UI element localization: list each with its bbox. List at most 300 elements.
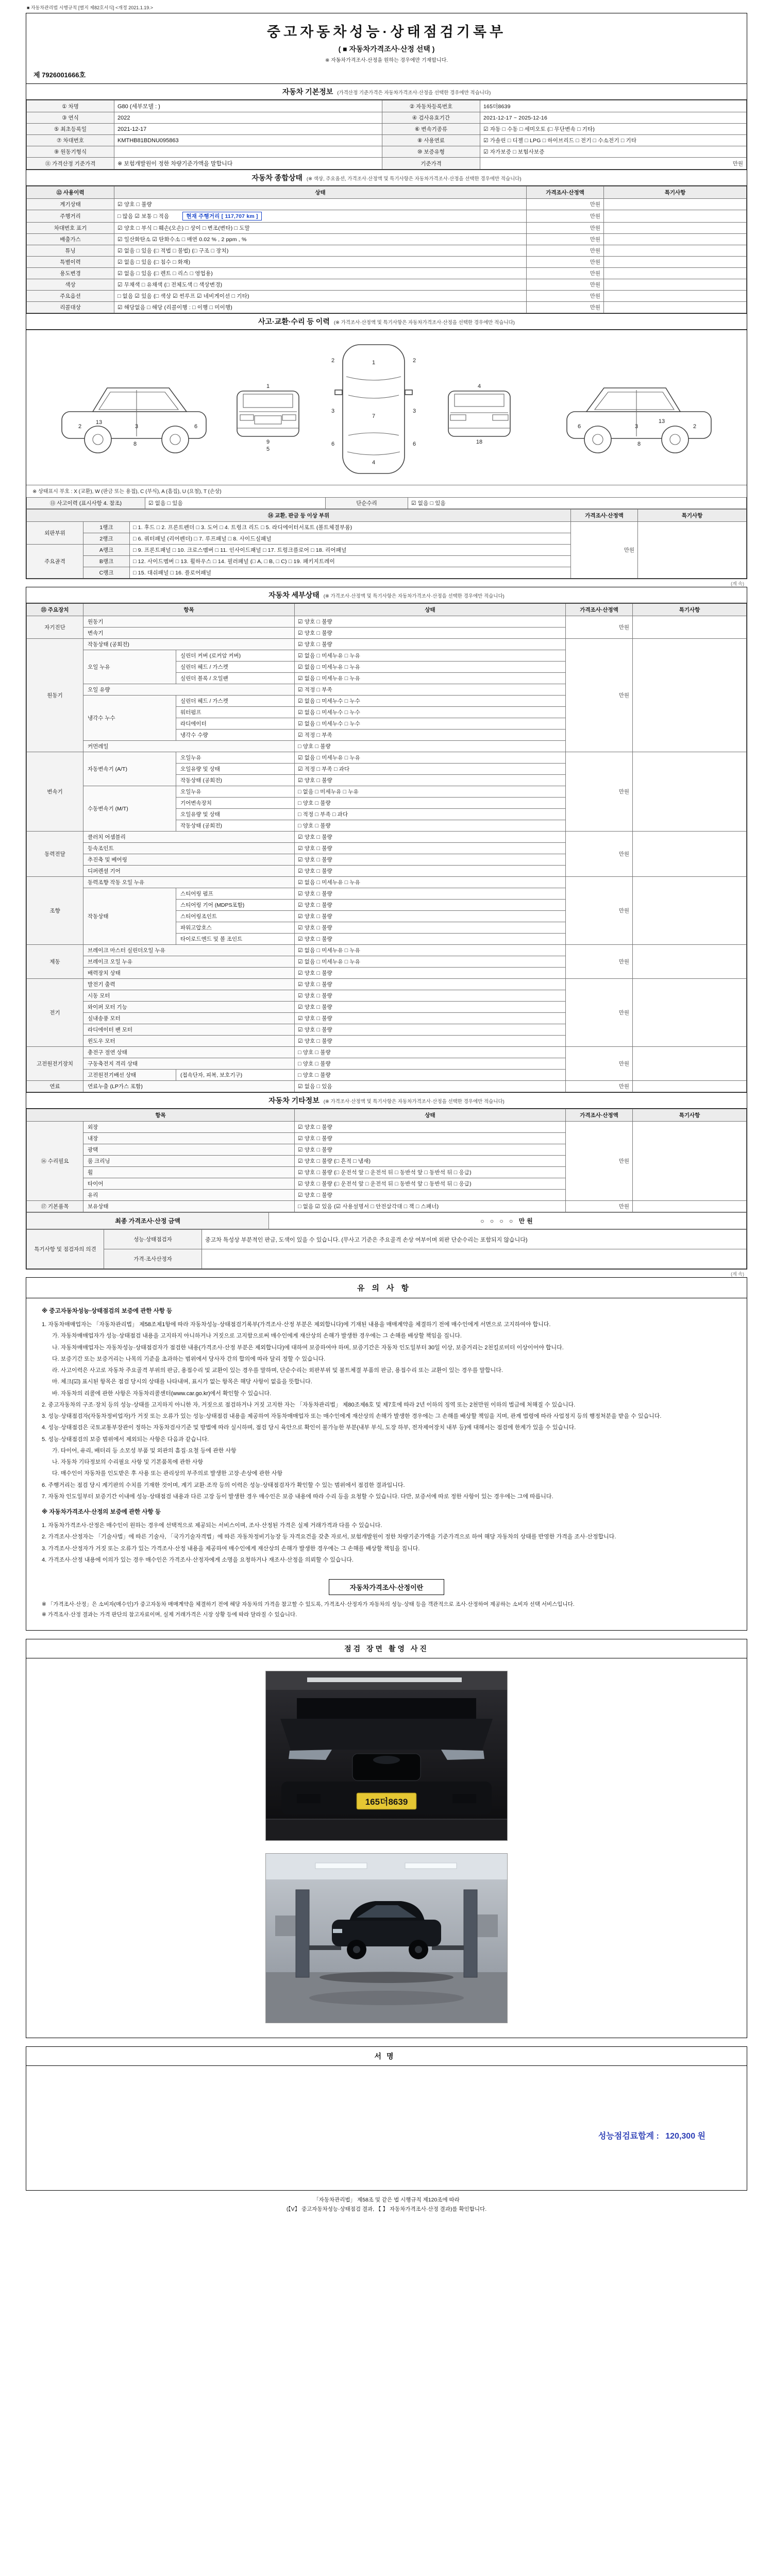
notice-title: 유의사항 [26, 1278, 747, 1298]
detail-note [633, 616, 747, 639]
notice-line: 4. 성능·상태점검은 국토교통부장관이 정하는 자동차검사기준 및 방법에 따라 실시하며, 점검 당시 육안으로 확인이 불가능한 부분(내부 부식, 도장 하부, 전자제어장치 내부 등)에 대해서는 점검에 한계가 있을 수 있습니다. [42, 1425, 576, 1431]
fog-lamp-right [452, 1794, 476, 1803]
final-price-value: ○ ○ ○ ○ 만원 [269, 1213, 747, 1229]
overall-row [27, 234, 747, 245]
overall-col-price: 가격조사·산정액 [527, 187, 604, 199]
section-basic-info [26, 83, 747, 100]
detail-state: ☑ 양호 □ 불량 [295, 843, 566, 854]
detail-row [27, 639, 747, 650]
detail-row [27, 945, 747, 956]
accident-history-label: ⑬ 사고이력 (표시사항 4. 참조) [27, 498, 145, 509]
basic-field-value: G80 (세부모델 : ) [114, 100, 382, 112]
detail-state: ☑ 적정 □ 부족 [295, 730, 566, 741]
detail-state: ☑ 양호 □ 불량 [295, 616, 566, 628]
opinion-row [27, 1249, 747, 1269]
detail-state: ☑ 양호 □ 불량 [295, 888, 566, 900]
notice-line: 2. 중고자동차의 구조·장치 등의 성능·상태를 고지하지 아니한 자, 거짓으로 점검하거나 거짓 고지한 자는 「자동차관리법」 제80조제6호 및 제7호에 따라 2년 이하의 징역 또는 2천만원 이하의 벌금에 처해질 수 있습니다. [42, 1401, 576, 1408]
etc-table-body [27, 1122, 747, 1212]
opinion-table-body [27, 1230, 747, 1269]
simple-repair-state: ☑ 없음 □ 있음 [408, 498, 747, 509]
etc-col-state: 상태 [295, 1109, 566, 1122]
detail-state: ☑ 없음 □ 미세누유 □ 누유 [295, 877, 566, 888]
etc-col-note: 특기사항 [633, 1109, 747, 1122]
etc-item: 광택 [83, 1144, 295, 1156]
detail-row [27, 877, 747, 888]
basic-field-value [114, 146, 382, 158]
etc-row [27, 1122, 747, 1133]
signature-title: 서명 [26, 2047, 747, 2066]
usage-item-price: 만원 [527, 199, 604, 210]
detail-state: ☑ 없음 □ 미세누수 □ 누수 [295, 718, 566, 730]
panel-number-label: 3 [412, 408, 416, 414]
panel-number-label: 6 [331, 441, 335, 447]
notice-line: 3. 성능·상태점검자(자동차정비업자)가 거짓 또는 오류가 있는 성능·상태점검 내용을 제공하여 자동차매매업자 또는 매수인에게 재산상의 손해가 발생한 경우에는 그 손해를 배상할 책임을 지며, 관계 법령에 따라 사업정지 등의 행정처분을 받을 수 있습니다. [42, 1413, 662, 1420]
floor-stain [309, 1991, 464, 2005]
car-windshield [297, 1698, 476, 1719]
detail-item: 라디에이터 팬 모터 [83, 1024, 295, 1036]
detail-state: ☑ 양호 □ 불량 [295, 628, 566, 639]
panel-number-label: 9 [266, 439, 270, 445]
continue-mark: (계 속) [731, 581, 744, 586]
detail-item: 구동축전지 격리 상태 [83, 1058, 295, 1070]
section-detail-state [26, 587, 747, 603]
opinion-author: 가격·조사산정자 [104, 1249, 202, 1269]
detail-item: 동력조향 작동 오일 누유 [83, 877, 295, 888]
basic-field-label: ⑤ 최초등록일 [27, 124, 114, 135]
usage-item-label: 계기상태 [27, 199, 114, 210]
overall-row [27, 223, 747, 234]
opinion-group-label: 특기사항 및 점검자의 의견 [27, 1230, 104, 1269]
notice-line: 6. 주행거리는 점검 당시 계기판의 수치를 기재한 것이며, 계기 교환·조작 등의 이력은 성능·상태점검자가 확인할 수 있는 범위에서 점검한 결과입니다. [42, 1482, 405, 1488]
notice-line: 바. 자동차의 리콜에 관한 사항은 자동차리콜센터(www.car.go.kr)에서 확인할 수 있습니다. [52, 1390, 272, 1397]
pricing-info-line: ※ 「가격조사·산정」은 소비자(매수인)가 중고자동차 매매계약을 체결하기 전에 해당 자동차의 가격을 참고할 수 있도록, 가격조사·산정자가 자동차의 성능·상태 등을 객관적으로 조사·산정하여 제공하는 소비자 선택 서비스입니다. [42, 1601, 575, 1608]
detail-row [27, 832, 747, 843]
detail-item: 브레이크 오일 누유 [83, 956, 295, 968]
detail-item: 충전구 절연 상태 [83, 1047, 295, 1058]
opinion-row [27, 1230, 747, 1249]
usage-item-state: ☑ 무채색 □ 유채색 (□ 전체도색 □ 색상변경) [114, 279, 527, 291]
usage-item-note [604, 199, 747, 210]
detail-state: ☑ 양호 □ 불량 [295, 968, 566, 979]
detail-price: 만원 [566, 616, 633, 639]
rank-label: B랭크 [83, 556, 130, 567]
detail-subitem: 스티어링 기어 (MDPS포함) [176, 900, 295, 911]
final-price-row [27, 1213, 747, 1229]
exchange-rank-table [26, 509, 747, 579]
basic-info-table [26, 100, 747, 170]
detail-note [633, 832, 747, 877]
detail-subitem: 오일유량 및 상태 [176, 809, 295, 820]
basic-items-item: 보유상태 [83, 1201, 295, 1212]
basic-field-label: ⑦ 차대번호 [27, 135, 114, 146]
rank-row [27, 522, 747, 533]
overall-row [27, 279, 747, 291]
detail-state: □ 양호 □ 불량 [295, 820, 566, 832]
overall-state-table [26, 186, 747, 313]
basic-info-body [27, 100, 747, 170]
detail-state: ☑ 양호 □ 불량 [295, 832, 566, 843]
basic-info-row [27, 112, 747, 124]
etc-item: 유리 [83, 1190, 295, 1201]
basic-field-label: 기준가격 [382, 158, 480, 170]
headlight-right [441, 1750, 484, 1760]
basic-field-label: ② 자동차등록번호 [382, 100, 480, 112]
usage-item-note [604, 268, 747, 279]
panel-number-label: 2 [331, 358, 335, 364]
detail-subitem: 오일누유 [176, 786, 295, 798]
detail-subitem: 파워고압호스 [176, 922, 295, 934]
detail-state: ☑ 양호 □ 불량 [295, 922, 566, 934]
rank-col-price: 가격조사·산정액 [571, 510, 638, 522]
detail-state: ☑ 없음 □ 있음 [295, 1081, 566, 1092]
car-hood [280, 1719, 493, 1750]
accident-history-table [26, 497, 747, 509]
basic-info-row [27, 146, 747, 158]
detail-item: 등속조인트 [83, 843, 295, 854]
usage-item-price: 만원 [527, 268, 604, 279]
rank-col-note: 특기사항 [638, 510, 747, 522]
basic-field-value: ☑ 가솔린 □ 디젤 □ LPG □ 하이브리드 □ 전기 □ 수소전기 □ 기타 [480, 135, 747, 146]
detail-state: ☑ 양호 □ 불량 [295, 911, 566, 922]
notice-line: 2. 가격조사·산정자는 「기술사법」에 따른 기술사, 「국가기술자격법」에 따른 자동차정비기능장 등 자격요건을 갖춘 자로서, 보험개발원이 정한 차량기준가액을 기준가격으로 하여 해당 자동차의 상태를 반영한 가격을 조사·산정합니다. [42, 1534, 616, 1540]
basic-section-title: 자동차 기본정보 [282, 88, 333, 96]
usage-item-state: ☑ 일산화탄소 ☑ 탄화수소 □ 매연 0.02 % , 2 ppm , % [114, 234, 527, 245]
basic-items-label: ⑰ 기본품목 [27, 1201, 83, 1212]
accident-history-row [27, 498, 747, 509]
detail-item: 오일 누유 [83, 650, 176, 684]
basic-info-row [27, 124, 747, 135]
etc-col-item: 항목 [27, 1109, 295, 1122]
rank-label: A랭크 [83, 545, 130, 556]
usage-item-note [604, 223, 747, 234]
detail-item: 오일 유량 [83, 684, 295, 696]
detail-note [633, 1047, 747, 1081]
usage-item-state: □ 많음 ☑ 보통 □ 적음 현재 주행거리 [ 117,707 km ] [114, 210, 527, 223]
etc-item: 휠 [83, 1167, 295, 1178]
detail-subitem: 작동상태 (공회전) [176, 775, 295, 786]
detail-subitem: 실린더 헤드 / 가스켓 [176, 696, 295, 707]
inspection-photo-lift [265, 1853, 508, 2023]
etc-header-row [27, 1109, 747, 1122]
usage-item-price: 만원 [527, 223, 604, 234]
damage-code-legend: ※ 상태표시 부호 : X (교환), W (판금 또는 용접), C (부식), A (흠집), U (요철), T (손상) [26, 485, 747, 497]
panel-number-label: 3 [135, 423, 139, 430]
basic-info-row [27, 135, 747, 146]
notice-line: 나. 자동차매매업자는 자동차성능·상태점검자가 점검한 내용(가격조사·산정 부분은 제외합니다)에 대하여 보증하여야 하며, 보증기간은 자동차 인도일부터 30일 이상, 보증거리는 2천킬로미터 이상이어야 합니다. [52, 1344, 564, 1351]
lift-arm-right [432, 1945, 464, 1950]
panel-number-label: 2 [78, 423, 82, 430]
workshop-ceiling [266, 1854, 507, 1879]
usage-item-state: ☑ 양호 □ 불량 [114, 199, 527, 210]
detail-note [633, 877, 747, 945]
fee-label: 성능점검료합계 : [598, 2131, 659, 2141]
device-name: 자기진단 [27, 616, 83, 639]
usage-item-state: □ 없음 ☑ 있음 (□ 색상 ☑ 썬루프 ☑ 네비게이션 □ 기타) [114, 291, 527, 302]
panel-number-label: 7 [372, 413, 376, 419]
usage-item-price: 만원 [527, 279, 604, 291]
overall-row [27, 257, 747, 268]
overall-col-usage: ⑫ 사용이력 [27, 187, 114, 199]
etc-state: ☑ 양호 □ 불량 (□ 흔적 □ 냄새) [295, 1156, 566, 1167]
ceiling-light-2 [405, 1863, 457, 1869]
detail-subitem: 냉각수 수량 [176, 730, 295, 741]
detail-subitem: 실린더 헤드 / 가스켓 [176, 662, 295, 673]
basic-info-row [27, 100, 747, 112]
basic-field-label: ⑥ 변속기종류 [382, 124, 480, 135]
detail-item: 자동변속기 (A/T) [83, 752, 176, 786]
basic-field-value: 2021-12-17 [114, 124, 382, 135]
overall-col-note: 특기사항 [604, 187, 747, 199]
usage-item-note [604, 234, 747, 245]
notice-line: 3. 가격조사·산정자가 거짓 또는 오류가 있는 가격조사·산정 내용을 제공하여 매수인에게 재산상의 손해가 발생한 경우에는 그 손해를 배상할 책임을 집니다. [42, 1545, 420, 1552]
basic-field-label: ① 차명 [27, 100, 114, 112]
panel-number-label: 18 [476, 439, 483, 445]
detail-col-price: 가격조사·산정액 [566, 604, 633, 616]
panel-group-label: 주요골격 [27, 545, 83, 579]
fog-lamp-left [297, 1794, 321, 1803]
usage-item-label: 특별이력 [27, 257, 114, 268]
overall-row [27, 268, 747, 279]
basic-field-value: ※ 보험개발원이 정한 차량기준가액을 말합니다 [114, 158, 382, 170]
section-accident-history [26, 313, 747, 330]
usage-item-state: ☑ 없음 □ 있음 (□ 적법 □ 불법) (□ 구조 □ 장치) [114, 245, 527, 257]
device-name: 동력전달 [27, 832, 83, 877]
detail-note [633, 752, 747, 832]
detail-state: ☑ 없음 □ 미세누유 □ 누유 [295, 752, 566, 764]
etc-item: 외장 [83, 1122, 295, 1133]
detail-item: 변속기 [83, 628, 295, 639]
panel-number-label: 8 [133, 441, 137, 447]
detail-subitem: 워터펌프 [176, 707, 295, 718]
detail-subitem: 타이로드엔드 및 볼 조인트 [176, 934, 295, 945]
rank-label: C랭크 [83, 567, 130, 579]
detail-state: ☑ 양호 □ 불량 [295, 775, 566, 786]
detail-section-box [26, 587, 747, 1269]
detail-section-title: 자동차 세부상태 [268, 591, 320, 599]
panel-number-label: 8 [637, 441, 641, 447]
detail-item: 실내송풍 모터 [83, 1013, 295, 1024]
overall-row [27, 199, 747, 210]
lift-post-right [464, 1890, 477, 1977]
usage-item-price: 만원 [527, 245, 604, 257]
basic-field-value: ☑ 자가보증 □ 보험사보증 [480, 146, 747, 158]
document-header [26, 13, 747, 67]
etc-state: ☑ 양호 □ 불량 [295, 1190, 566, 1201]
etc-state: ☑ 양호 □ 불량 (□ 운전석 앞 □ 운전석 뒤 □ 동반석 앞 □ 동반석 뒤 □ 응급) [295, 1167, 566, 1178]
detail-row [27, 979, 747, 990]
etc-col-price: 가격조사·산정액 [566, 1109, 633, 1122]
pricing-info-box [42, 1579, 731, 1620]
detail-item: 수동변속기 (M/T) [83, 786, 176, 832]
basic-field-label: ⑪ 가격산정 기준가격 [27, 158, 114, 170]
usage-item-state: ☑ 양호 □ 부식 □ 훼손(오손) □ 상이 □ 변조(변타) □ 도말 [114, 223, 527, 234]
accident-history-state: ☑ 없음 □ 있음 [145, 498, 326, 509]
detail-row [27, 1047, 747, 1058]
panel-number-label: 13 [658, 418, 665, 425]
detail-item: 시동 모터 [83, 990, 295, 1002]
footer-legal [26, 2196, 747, 2214]
detail-subitem: 라디에이터 [176, 718, 295, 730]
panel-number-label: 6 [412, 441, 416, 447]
etc-state: ☑ 양호 □ 불량 [295, 1122, 566, 1133]
device-name: 제동 [27, 945, 83, 979]
detail-state: □ 양호 □ 불량 [295, 1058, 566, 1070]
usage-item-note [604, 210, 747, 223]
opinion-table [26, 1229, 747, 1269]
mileage-value: 현재 주행거리 [ 117,707 km ] [182, 212, 261, 221]
detail-subitem: 실린더 커버 (로커암 커버) [176, 650, 295, 662]
detail-item: 윈도우 모터 [83, 1036, 295, 1047]
rank-header-row [27, 510, 747, 522]
usage-item-label: 튜닝 [27, 245, 114, 257]
usage-item-note [604, 302, 747, 313]
detail-note [633, 639, 747, 752]
usage-item-price: 만원 [527, 210, 604, 223]
etc-item: 타이어 [83, 1178, 295, 1190]
basic-field-value: 2021-12-17 ~ 2025-12-16 [480, 112, 747, 124]
usage-item-label: 용도변경 [27, 268, 114, 279]
final-price-label: 최종 가격조사·산정 금액 [27, 1213, 269, 1229]
device-name: 고전원전기장치 [27, 1047, 83, 1081]
notice-line: 라. 사고이력은 사고로 자동차 주요골격 부위의 판금, 용접수리 및 교환이 있는 경우를 말하며, 단순수리는 외판부위 및 볼트체결 부품의 판금, 용접수리 또는 교환이 있는 경우를 말합니다. [52, 1367, 503, 1374]
photos-title: 점검 장면 촬영 사진 [26, 1639, 747, 1658]
car-panel-diagram [26, 330, 747, 485]
detail-state: ☑ 없음 □ 미세누유 □ 누유 [295, 956, 566, 968]
detail-state: ☑ 양호 □ 불량 [295, 990, 566, 1002]
detail-item: 와이퍼 모터 기능 [83, 1002, 295, 1013]
panel-number-label: 6 [194, 423, 198, 430]
rank-table-body [27, 522, 747, 579]
detail-note [633, 1081, 747, 1092]
basic-field-label: ⑩ 보증유형 [382, 146, 480, 158]
notice-line: 다. 매수인이 자동차를 인도받은 후 사용 또는 관리상의 부주의로 발생한 고장·손상에 관한 사항 [52, 1470, 283, 1477]
panel-number-label: 5 [266, 446, 270, 452]
basic-field-value: ☑ 자동 □ 수동 □ 세미오토 (□ 무단변속 □ 기타) [480, 124, 747, 135]
ceiling-light-1 [315, 1863, 367, 1869]
fee-value: 120,300 원 [665, 2131, 705, 2141]
panel-number-label: 3 [331, 408, 335, 414]
detail-state: ☑ 없음 □ 미세누유 □ 누유 [295, 945, 566, 956]
device-name: 원동기 [27, 639, 83, 752]
detail-price: 만원 [566, 979, 633, 1047]
usage-item-state: ☑ 해당없음 □ 해당 (리콜이행 : □ 이행 □ 미이행) [114, 302, 527, 313]
usage-item-label: 주요옵션 [27, 291, 114, 302]
usage-item-label: 리콜대상 [27, 302, 114, 313]
detail-state: ☑ 양호 □ 불량 [295, 934, 566, 945]
device-name: 변속기 [27, 752, 83, 832]
document-subnote: ※ 자동차가격조사·산정을 원하는 경우에만 기재합니다. [325, 58, 448, 63]
car-rear-view [448, 391, 510, 436]
photo-front-underside [266, 1671, 507, 1840]
etc-item: 룸 크리닝 [83, 1156, 295, 1167]
detail-item: 브레이크 마스터 실린더오일 누유 [83, 945, 295, 956]
usage-item-price: 만원 [527, 291, 604, 302]
detail-subitem: (접속단자, 피복, 보호기구) [176, 1070, 295, 1081]
usage-item-note [604, 279, 747, 291]
detail-row [27, 1081, 747, 1092]
overall-header-row [27, 187, 747, 199]
rank-items: □ 15. 대쉬패널 □ 16. 플로어패널 [130, 567, 571, 579]
photo-car-on-lift [266, 1854, 507, 2023]
document-number: 제 7926001666호 [33, 71, 86, 79]
basic-field-label: ⑧ 사용연료 [382, 135, 480, 146]
panel-group-label: 외판부위 [27, 522, 83, 545]
detail-subitem: 오일누유 [176, 752, 295, 764]
detail-price: 만원 [566, 639, 633, 752]
basic-field-value: 만원 [480, 158, 747, 170]
panel-number-label: 4 [477, 383, 481, 389]
notice-line: 가. 자동차매매업자가 성능·상태점검 내용을 고지하지 아니하거나 거짓으로 고지함으로써 매수인에게 재산상의 손해가 발생한 경우에는 그 손해를 배상할 책임을 집니다. [52, 1333, 462, 1340]
detail-item: 원동기 [83, 616, 295, 628]
etc-item: 내장 [83, 1133, 295, 1144]
detail-state: ☑ 양호 □ 불량 [295, 1024, 566, 1036]
form-reference: ■ 자동차관리법 시행규칙 [별지 제82호서식] <개정 2021.1.19.> [27, 5, 153, 10]
detail-state: □ 양호 □ 불량 [295, 798, 566, 809]
detail-state: ☑ 없음 □ 미세누유 □ 누유 [295, 650, 566, 662]
detail-price: 만원 [566, 832, 633, 877]
pricing-info-line: ※ 가격조사·산정 결과는 가격 판단의 참고자료이며, 실제 거래가격은 시장 상황 등에 따라 달라질 수 있습니다. [42, 1612, 297, 1618]
garage-floor [266, 1819, 507, 1840]
detail-section-note: (※ 가격조사·산정액 및 특기사항은 자동차가격조사·산정을 선택한 경우에만 적습니다) [323, 594, 505, 599]
rank-items: □ 6. 쿼터패널 (리어펜더) □ 7. 루프패널 □ 8. 사이드실패널 [130, 533, 571, 545]
notice-line: 4. 가격조사·산정 내용에 이의가 있는 경우 매수인은 가격조사·산정자에게 소명을 요청하거나 재조사·산정을 의뢰할 수 있습니다. [42, 1556, 354, 1563]
panel-number-label: 1 [266, 383, 270, 389]
notice-line: 5. 성능·상태점검의 보증 범위에서 제외되는 사항은 다음과 같습니다. [42, 1436, 209, 1443]
overall-table-body [27, 199, 747, 313]
notice-line: 7. 자동차 인도일부터 보증기간 이내에 성능·상태점검 내용과 다른 고장 등이 발생한 경우 매수인은 보증 내용에 따라 수리 등을 요청할 수 있습니다. 다만, 보증서에 따로 정한 사항이 있는 경우에는 그에 따릅니다. [42, 1493, 553, 1500]
detail-item: 냉각수 누수 [83, 696, 176, 741]
rank-price: 만원 [571, 522, 638, 579]
car-diagram-svg [41, 334, 732, 484]
accident-section-title: 사고·교환·수리 등 이력 [258, 317, 330, 326]
inspection-fee [598, 2129, 705, 2141]
overall-section-title: 자동차 종합상태 [251, 174, 303, 182]
notice-line: 1. 자동차가격조사·산정은 매수인이 원하는 경우에 선택적으로 제공되는 서비스이며, 조사·산정된 가격은 실제 거래가격과 다를 수 있습니다. [42, 1522, 382, 1529]
usage-item-label: 주행거리 [27, 210, 114, 223]
detail-state: ☑ 양호 □ 불량 [295, 854, 566, 866]
panel-number-label: 3 [634, 423, 638, 430]
license-plate-text: 165더8639 [365, 1797, 408, 1807]
headlight-left [289, 1750, 332, 1760]
detail-col-device: ⑮ 주요장치 [27, 604, 83, 616]
signature-box [26, 2046, 747, 2191]
opinion-text: 중고차 특성상 부분적인 판금, 도색이 있을 수 있습니다. (무사고 기준은 주요골격 손상 여부이며 외판 단순수리는 포함되지 않습니다) [202, 1230, 747, 1249]
detail-state: ☑ 양호 □ 불량 [295, 979, 566, 990]
rank-items: □ 12. 사이드멤버 □ 13. 휠하우스 □ 14. 필러패널 (□ A, □ B, □ C) □ 19. 패키지트레이 [130, 556, 571, 567]
usage-item-price: 만원 [527, 302, 604, 313]
detail-col-note: 특기사항 [633, 604, 747, 616]
detail-item: 발전기 출력 [83, 979, 295, 990]
device-name: 연료 [27, 1081, 83, 1092]
notice-section-title: ※ 자동차가격조사·산정의 보증에 관한 사항 등 [42, 1509, 161, 1516]
detail-state: □ 양호 □ 불량 [295, 741, 566, 752]
usage-item-label: 차대번호 표기 [27, 223, 114, 234]
rank-items: □ 9. 프론트패널 □ 10. 크로스멤버 □ 11. 인사이드패널 □ 17. 트렁크플로어 □ 18. 리어패널 [130, 545, 571, 556]
detail-state: ☑ 양호 □ 불량 [295, 639, 566, 650]
detail-subitem: 실린더 블록 / 오일팬 [176, 673, 295, 684]
car-shadow [320, 1972, 453, 1983]
device-name: 조향 [27, 877, 83, 945]
pricing-info-title: 자동차가격조사·산정이란 [329, 1579, 444, 1595]
basic-section-note: (가격산정 기준가격은 자동차가격조사·산정을 선택한 경우에만 적습니다) [337, 90, 491, 96]
detail-item: 고전원전기배선 상태 [83, 1070, 176, 1081]
inspection-photo-front [265, 1671, 508, 1841]
detail-state: □ 없음 □ 미세누유 □ 누유 [295, 786, 566, 798]
section-etc-info [26, 1092, 747, 1109]
notice-line: 다. 보증기간 또는 보증거리는 나목의 기준을 초과하는 범위에서 당사자 간의 합의에 따라 달리 정할 수 있습니다. [52, 1355, 326, 1362]
detail-subitem: 작동상태 (공회전) [176, 820, 295, 832]
detail-state: ☑ 양호 □ 불량 [295, 1036, 566, 1047]
